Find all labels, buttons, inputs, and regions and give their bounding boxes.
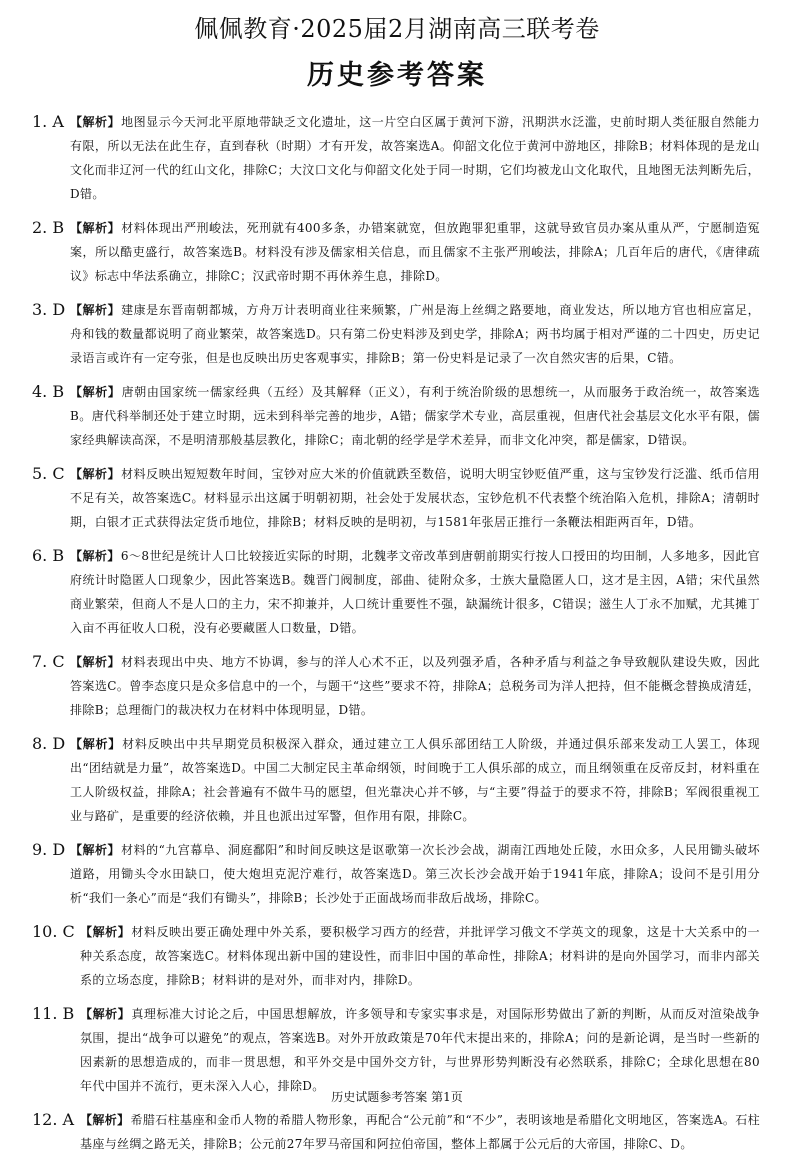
page-footer: 历史试题参考答案 第1页 (331, 1090, 463, 1104)
answer-item-11 (32, 1002, 760, 1098)
exam-header: 佩佩教育·2025届2月湖南高三联考卷 (194, 15, 600, 43)
answer-item-3 (32, 298, 760, 370)
explanation-text: 地图显示今天河北平原地带缺乏文化遗址，这一片空白区属于黄河下游，汛期洪水泛滥，史前时期人类征服自然能力有限，所以无法在此生存，直到春秋（时期）才有开发，故答案选A。仰韶文化位于黄河中游地区，排除B；材料体现的是龙山文化而非辽河一代的红山文化，排除C；大汶口文化与仰韶文化处于同一时期，它们均被龙山文化取代，且地图无法判断先后，D错。 (70, 115, 760, 201)
analysis-tag: 【解析】 (80, 925, 131, 939)
page-title: 历史参考答案 (307, 60, 487, 91)
answer-item-4 (32, 380, 760, 452)
analysis-tag: 【解析】 (70, 303, 121, 317)
explanation-text: 真理标准大讨论之后，中国思想解放，许多领导和专家实事求是，对国际形势做出了新的判断，从而反对渲染战争氛围，提出“战争可以避免”的观点，答案选B。对外开放政策是70年代末提出来的，排除A；问的是新论调，是当时一些新的因素新的思想造成的，而非一贯思想，和平外交是中国外交方针，与世界形势判断没有必然联系，排除C；全球化思想在80年代中国并不流行，更未深入人心，排除D。 (80, 1007, 760, 1093)
answer-item-9 (32, 838, 760, 910)
analysis-tag: 【解析】 (70, 221, 121, 235)
explanation-text: 材料的“九宫幕阜、洞庭鄱阳”和时间反映这是讴歌第一次长沙会战，湖南江西地处丘陵，水田众多，人民用锄头破坏道路，用锄头令水田缺口，使大炮坦克泥泞难行，故答案选D。第三次长沙会战开始于1941年底，排除A；设问不是引用分析“我们一条心”而是“我们有锄头”，排除B；长沙处于正面战场而非敌后战场，排除C。 (70, 843, 760, 905)
answer-item-10 (32, 920, 760, 992)
answer-item-2 (32, 216, 760, 288)
answer-item-5 (32, 462, 760, 534)
analysis-tag: 【解析】 (70, 655, 121, 669)
analysis-tag: 【解析】 (70, 385, 121, 399)
answer-explanation (70, 298, 760, 370)
explanation-text: 唐朝由国家统一儒家经典（五经）及其解释（正义），有利于统治阶级的思想统一，从而服务于政治统一，故答案选B。唐代科举制还处于建立时期，远未到科举完善的地步，A错；儒家学术专业，高层重视，但唐代社会基层文化水平有限，儒家经典解读高深，不是明清那般基层教化，排除C；南北朝的经学是学术差异，而非文化冲突，都是儒家，D错误。 (70, 385, 761, 447)
answer-number: 8. D (32, 734, 66, 753)
answer-item-1 (32, 110, 760, 206)
analysis-tag: 【解析】 (80, 1007, 131, 1021)
analysis-tag: 【解析】 (70, 549, 120, 563)
answer-number: 5. C (32, 464, 65, 483)
explanation-text: 材料反映出要正确处理中外关系，要积极学习西方的经营，并批评学习俄文不学英文的现象，这是十大关系中的一种关系态度，故答案选C。材料体现出新中国的建设性，而非旧中国的革命性，排除A；材料讲的是向外国学习，而非内部关系的立场态度，排除B；材料讲的是对外，而非对内，排除D。 (80, 925, 760, 987)
answer-number: 3. D (32, 300, 66, 319)
answer-number: 10. C (32, 922, 75, 941)
answer-number: 11. B (32, 1004, 75, 1023)
answer-explanation (70, 838, 760, 910)
answer-explanation (70, 216, 760, 288)
answer-number: 9. D (32, 840, 66, 859)
answer-number: 6. B (32, 546, 65, 565)
analysis-tag: 【解析】 (70, 115, 121, 129)
explanation-text: 材料体现出严刑峻法，死刑就有400多条，办错案就宽，但放跑罪犯重罪，这就导致官员办案从重从严，宁愿制造冤案，所以酷吏盛行，故答案选B。材料没有涉及儒家相关信息，而且儒家不主张严刑峻法，排除A；几百年后的唐代，《唐律疏议》标志中华法系确立，排除C；汉武帝时期不再休养生息，排除D。 (70, 221, 761, 283)
answer-explanation (70, 650, 760, 722)
answer-explanation (70, 462, 760, 534)
analysis-tag: 【解析】 (70, 843, 121, 857)
answer-list (32, 110, 760, 1166)
answer-item-6 (32, 544, 760, 640)
answer-explanation (80, 1108, 760, 1156)
analysis-tag: 【解析】 (80, 1113, 130, 1127)
answer-number: 7. C (32, 652, 65, 671)
analysis-tag: 【解析】 (70, 737, 122, 751)
answer-explanation (70, 544, 760, 640)
answer-item-12 (32, 1108, 760, 1156)
explanation-text: 建康是东晋南朝都城，方舟万计表明商业往来频繁，广州是海上丝绸之路要地，商业发达，所以地方官也相应富足，舟和钱的数量都说明了商业繁荣，故答案选D。只有第二份史料涉及到史学，排除A；两书均属于相对严谨的二十四史，历史记录语言或许有一定夸张，但是也反映出历史客观事实，排除B；第一份史料是记录了一次自然灾害的后果，C错。 (70, 303, 760, 365)
answer-number: 4. B (32, 382, 65, 401)
answer-number: 2. B (32, 218, 65, 237)
answer-explanation (80, 920, 760, 992)
explanation-text: 希腊石柱基座和金币人物的希腊人物形象，再配合“公元前”和“不少”，表明该地是希腊化文明地区，答案选A。石柱基座与丝绸之路无关，排除B；公元前27年罗马帝国和阿拉伯帝国，整体上都属于公元后的大帝国，排除C、D。 (80, 1113, 760, 1151)
answer-explanation (70, 732, 760, 828)
answer-explanation (70, 380, 760, 452)
explanation-text: 材料反映出短短数年时间，宝钞对应大米的价值就跌至数倍，说明大明宝钞贬值严重，这与宝钞发行泛滥、纸币信用不足有关，故答案选C。材料显示出这属于明朝初期，社会处于发展状态，宝钞危机不代表整个统治陷入危机，排除A；清朝时期，白银才正式获得法定货币地位，排除B；材料反映的是明初，与1581年张居正推行一条鞭法相距两百年，D错。 (70, 467, 760, 529)
explanation-text: 材料反映出中共早期党员积极深入群众，通过建立工人俱乐部团结工人阶级，并通过俱乐部来发动工人罢工，体现出“团结就是力量”，故答案选D。中国二大制定民主革命纲领，时间晚于工人俱乐部的成立，而且纲领重在反帝反封，材料重在工人阶级权益，排除A；社会普遍有不做牛马的愿望，但光靠决心并不够，与“主要”得益于的要求不符，排除B；军阀很重视工业与路矿，是重要的经济依赖，并且也派出过军警，但作用有限，排除C。 (70, 737, 760, 823)
answer-item-8 (32, 732, 760, 828)
answer-explanation (70, 110, 760, 206)
answer-number: 12. A (32, 1110, 75, 1129)
analysis-tag: 【解析】 (70, 467, 121, 481)
answer-explanation (80, 1002, 760, 1098)
explanation-text: 6～8世纪是统计人口比较接近实际的时期，北魏孝文帝改革到唐朝前期实行按人口授田的均田制，人多地多，因此官府统计时隐匿人口现象少，因此答案选B。魏晋门阀制度，部曲、徒附众多，士族大量隐匿人口，这才是主因，A错；宋代虽然商业繁荣，但商人不是人口的主力，宋不抑兼并，人口统计重要性不强，缺漏统计很多，C错误；滋生人丁永不加赋，尤其摊丁入亩不再征收人口税，没有必要藏匿人口数量，D错。 (70, 549, 760, 635)
explanation-text: 材料表现出中央、地方不协调，参与的洋人心术不正，以及列强矛盾，各种矛盾与利益之争导致舰队建设失败，因此答案选C。曾李态度只是众多信息中的一个，与题干“这些”要求不符，排除A；总税务司为洋人把持，但不能概念替换成清廷，排除B；总理衙门的裁决权力在材料中体现明显，D错。 (70, 655, 760, 717)
answer-number: 1. A (32, 112, 64, 131)
answer-item-7 (32, 650, 760, 722)
